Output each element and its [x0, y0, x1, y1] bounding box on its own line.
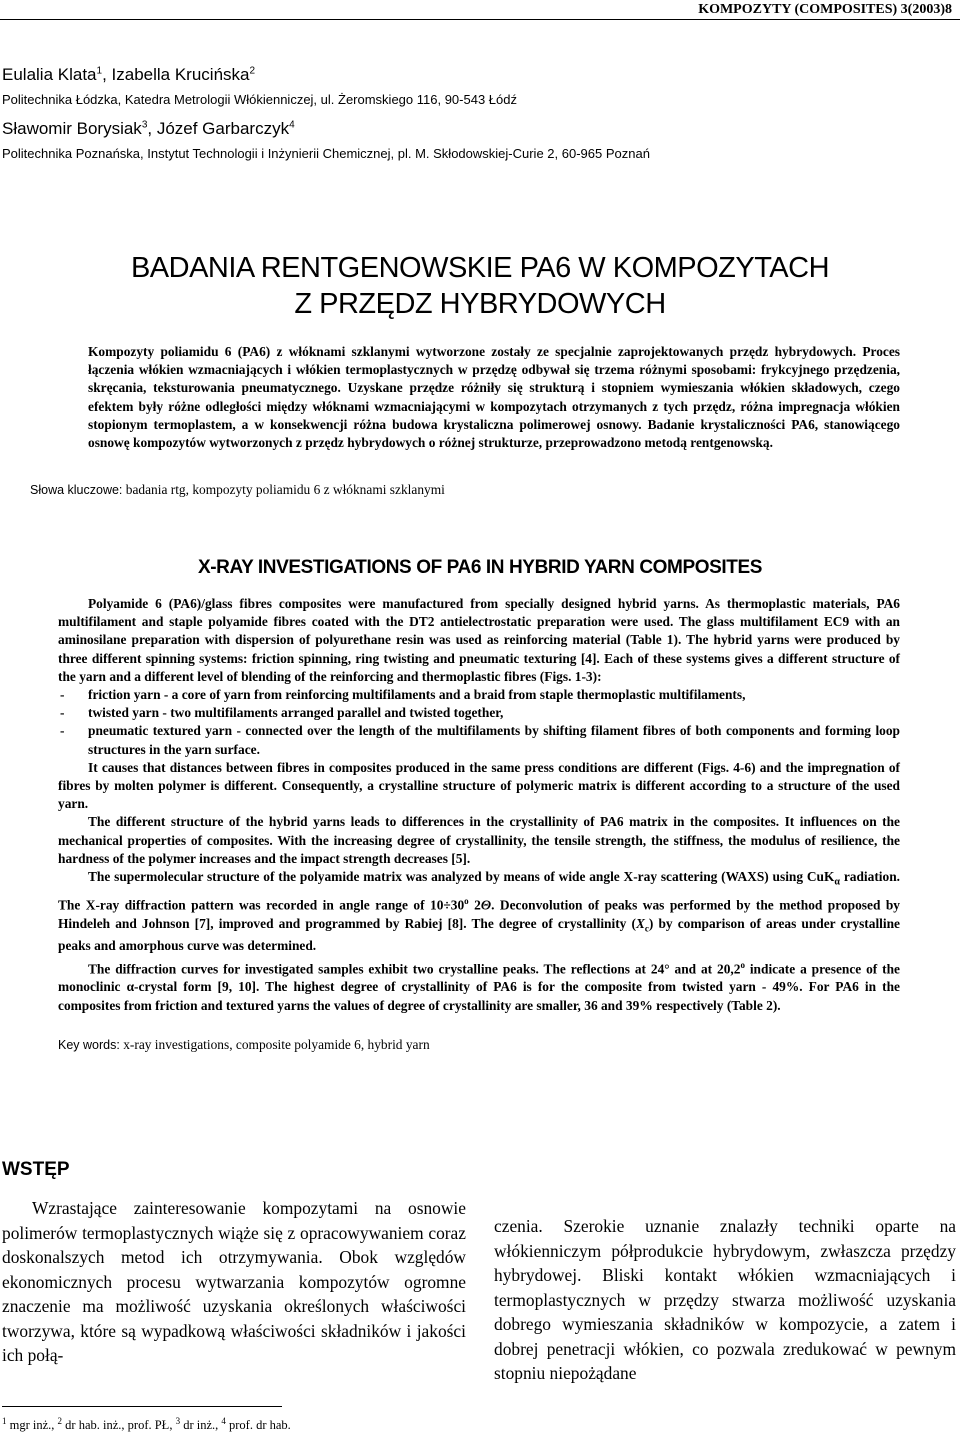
- author-sup: 2: [249, 65, 256, 77]
- footnote-rule: [2, 1406, 282, 1407]
- list-dash: -: [60, 687, 65, 703]
- author-sup: 4: [289, 119, 295, 131]
- footnote-sup: 2: [57, 1415, 63, 1426]
- keywords-polish-text: badania rtg, kompozyty poliamidu 6 z włóknami szklanymi: [125, 482, 445, 497]
- footnote-text: prof. dr hab.: [225, 1418, 291, 1432]
- abstract-en-paragraph-4: [58, 868, 900, 956]
- abstract-en-paragraph-2: It causes that distances between fibres in composites produced in the same press conditions are different (Figs. 4-6) and the impregnation of fibres by molten polymer is different. Consequently, a crystalline structure of polymeric matrix is different according to a structure of the used yarn.: [58, 759, 900, 812]
- body-left-paragraph: Wzrastające zainteresowanie kompozytami na osnowie polimerów termoplastycznych wiąże się z opracowywaniem coraz doskonalszych metod ich otrzymywania. Obok względów ekonomicznych procesu wytwarzania kompozytów ogromne znaczenie ma możliwość uzyskania określonych właściwości tworzywa, które są wypadkową właściwości składników i jakości ich połą-: [2, 1198, 466, 1365]
- author-names-1: [2, 64, 942, 86]
- theta-symbol: Θ: [480, 897, 492, 913]
- authors-block: [2, 64, 942, 172]
- abstract-en-paragraph-5: [58, 956, 900, 1015]
- footnote-sup: 3: [175, 1415, 181, 1426]
- footnote-sup: 1: [2, 1415, 7, 1426]
- author-name: , Józef Garbarczyk: [147, 119, 290, 138]
- title-polish: [0, 250, 960, 322]
- text-run: The supermolecular structure of the polyamide matrix was analyzed by means of wide angle X-ray scattering (WAXS) using CuK: [88, 869, 835, 885]
- title-polish-line-2: Z PRZĘDZ HYBRYDOWYCH: [294, 288, 666, 320]
- keywords-english: [58, 1036, 430, 1054]
- keywords-english-label: Key words:: [58, 1038, 120, 1052]
- footnote-text: mgr inż.,: [6, 1418, 58, 1432]
- list-item: [58, 686, 900, 704]
- author-sup: 1: [96, 65, 103, 77]
- body-right-paragraph: czenia. Szerokie uznanie znalazły techniki oparte na włókienniczym półprodukcie hybrydowym, zwłaszcza przędzy hybrydowej. Bliski kontakt włókien wzmacniających i termoplastycznych w przędzy stwarza możliwość uzyskania dobrego wymieszania składników w kompozycie, a zatem i dobrej penetracji włókien, co pozwala zredukować w pewnym stopniu niepożądane: [494, 1216, 956, 1383]
- footnote-text: dr hab. inż., prof. PŁ,: [62, 1418, 176, 1432]
- list-item-text: friction yarn - a core of yarn from reinforcing multifilaments and a braid from staple thermoplastic multifilaments,: [88, 687, 746, 703]
- abstract-en-paragraph-1: Polyamide 6 (PA6)/glass fibres composites were manufactured from specially designed hybrid yarns. As thermoplastic materials, PA6 multifilament and staple polyamide fibres coated with the DT2 antielectrostatic preparation were used. The glass multifilament EC9 with an aminosilane preparation with dispersion of polyurethane resin was used as reinforcing material (Table 1). The hybrid yarns were produced by three different spinning systems: friction spinning, ring twisting and pneumatic texturing [4]. Each of these systems gives a different structure of the yarn and a different level of blending of the reinforcing and thermoplastic fibres (Figs. 1-3):: [58, 596, 900, 684]
- list-item: [58, 722, 900, 758]
- affiliation-2: Politechnika Poznańska, Instytut Technologii i Inżynierii Chemicznej, pl. M. Skłodowskiej-Curie 2, 60-965 Poznań: [2, 146, 650, 161]
- list-dash: -: [60, 723, 65, 739]
- title-polish-line-1: BADANIA RENTGENOWSKIE PA6 W KOMPOZYTACH: [130, 252, 830, 284]
- xc-symbol: X: [635, 915, 645, 931]
- keywords-english-text: x-ray investigations, composite polyamide 6, hybrid yarn: [123, 1037, 430, 1052]
- list-dash: -: [60, 705, 65, 721]
- author-name: , Izabella Krucińska: [102, 65, 250, 84]
- alpha-symbol: α: [126, 979, 135, 995]
- abstract-en-paragraph-3: The different structure of the hybrid yarns leads to differences in the crystallinity of PA6 matrix in the composites. It influences on the mechanical properties of composites. With the increasing degree of crystallinity, the tensile strength, the stiffness, the modulus of resilience, the hardness of the polymer increases and the impact strength decreases [5].: [58, 814, 900, 866]
- yarn-types-list: [58, 686, 900, 759]
- abstract-polish: [88, 343, 900, 452]
- affiliation-1: Politechnika Łódzka, Katedra Metrologii Włókienniczej, ul. Żeromskiego 116, 90-543 Łódź: [2, 92, 517, 107]
- cu-k-alpha-subscript: α: [834, 876, 841, 888]
- author-names-2: [2, 118, 942, 140]
- footnote-text: dr inż.,: [180, 1418, 222, 1432]
- author-sup: 3: [141, 119, 148, 131]
- text-run: radiation. The X-ray diffraction pattern was recorded in angle range of 10÷30: [58, 869, 900, 913]
- body-column-right: [494, 1214, 956, 1386]
- list-item-text: pneumatic textured yarn - connected over the length of the multifilaments by shifting filament fibres of both components and forming loop structures in the yarn surface.: [88, 723, 900, 757]
- author-name: Eulalia Klata: [2, 65, 97, 84]
- footnote: [2, 1417, 291, 1433]
- keywords-polish: [30, 481, 445, 499]
- section-heading: WSTĘP: [2, 1159, 70, 1180]
- text-run: 2: [468, 897, 481, 913]
- author-name: Sławomir Borysiak: [2, 119, 142, 138]
- degree-sup: o: [740, 959, 745, 970]
- footnote-sup: 4: [221, 1415, 226, 1426]
- list-item: [58, 704, 900, 722]
- list-item-text: twisted yarn - two multifilaments arranged parallel and twisted together,: [88, 705, 504, 721]
- text-run: The diffraction curves for investigated samples exhibit two crystalline peaks. The reflections at 24° and at 20,2: [88, 961, 741, 977]
- title-english: X-RAY INVESTIGATIONS OF PA6 IN HYBRID YARN COMPOSITES: [197, 557, 763, 578]
- keywords-polish-label: Słowa kluczowe:: [30, 483, 123, 497]
- header-rule: [0, 19, 960, 20]
- degree-sup: o: [464, 895, 469, 906]
- text-run: -crystal form [9, 10]. The highest degree of crystallinity of PA6 is for the composite from twisted yarn - 49%. For PA6 in the composites from friction and textured yarns the values of degree of crystallinity are smaller, 36 and 39% respectively (Table 2).: [58, 979, 900, 1013]
- abstract-polish-text: Kompozyty poliamidu 6 (PA6) z włóknami szklanymi wytworzone zostały ze specjalnie zaprojektowanych przędz hybrydowych. Proces łączenia włókien wzmacniających i włókien termoplastycznych w przędzę odbywał się trzema różnymi sposobami: frykcyjnego przędzenia, skręcania, teksturowania pneumatycznego. Uzyskane przędze różniły się strukturą i stopniem wymieszania włókien składowych, czego efektem były różne odległości między włóknami wzmacniającymi w kompozytach otrzymanych z tych przędz, różna impregnacja włókien stopionym termoplastem, a w konsekwencji różna budowa krystaliczna polimerowej osnowy. Badanie krystaliczności PA6, stanowiącego osnowę kompozytów wytworzonych z przędz hybrydowych o różnej strukturze, przeprowadzono metodą rentgenowską.: [88, 344, 900, 451]
- text-run: . Deconvolution of peaks was performed by the method proposed by Hindeleh and Johnson [7], improved and programmed by Rabiej [8]. The degree of crystallinity (: [58, 897, 901, 931]
- abstract-english: [58, 595, 900, 1015]
- xc-subscript: c: [644, 923, 649, 934]
- body-column-left: [2, 1196, 466, 1368]
- text-run: ) by comparison of areas under crystalline peaks and amorphous curve was determined.: [58, 915, 900, 954]
- text-run: indicate a presence of the monoclinic: [58, 961, 900, 995]
- running-header: KOMPOZYTY (COMPOSITES) 3(2003)8: [698, 2, 952, 17]
